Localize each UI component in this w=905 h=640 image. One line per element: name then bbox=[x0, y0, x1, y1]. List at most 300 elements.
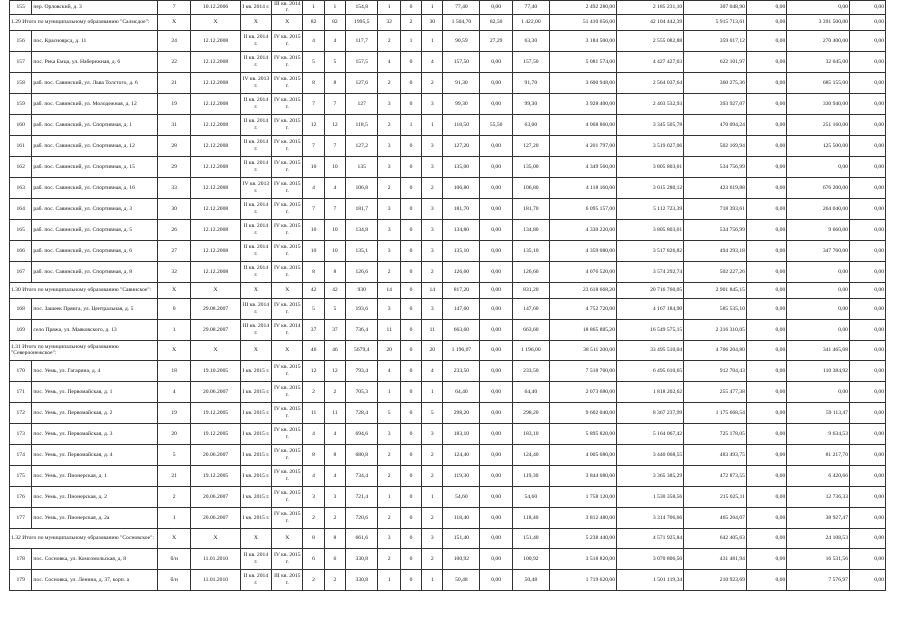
cell-cost: 3 518 820,00 bbox=[549, 548, 616, 569]
cell-c21: 0,00 bbox=[849, 177, 885, 198]
cell-c21: 0,00 bbox=[849, 240, 885, 261]
cell-address: пос. Сосновка, ул. Комсомольская, д. 8 bbox=[32, 548, 157, 569]
cell-c8: 42 bbox=[324, 282, 345, 298]
cell-area: 661,6 bbox=[346, 528, 378, 548]
cell-cost: 3 844 680,00 bbox=[549, 465, 616, 486]
cell-c17: 3 519 027,06 bbox=[617, 135, 684, 156]
cell-c18: 431 481,94 bbox=[684, 548, 747, 569]
cell-c11: 0 bbox=[400, 360, 421, 381]
cell-area: 127,6 bbox=[346, 72, 378, 93]
cell-c20: 685 155,00 bbox=[787, 72, 850, 93]
cell-area: 330,8 bbox=[346, 548, 378, 569]
cell-num: 172 bbox=[10, 402, 32, 423]
cell-start: II кв. 2014 г. bbox=[240, 135, 271, 156]
cell-start: II кв. 2014 г. bbox=[240, 261, 271, 282]
cell-num: 171 bbox=[10, 381, 32, 402]
cell-start: II кв. 2014 г. bbox=[240, 51, 271, 72]
cell-c19: 0,00 bbox=[746, 528, 786, 548]
cell-c12: 3 bbox=[422, 135, 443, 156]
cell-c7: 46 bbox=[303, 340, 324, 360]
cell-c18: 423 619,88 bbox=[684, 177, 747, 198]
cell-c8: 8 bbox=[324, 444, 345, 465]
subtotal-label: 1.29 Итого по муниципальному образованию "Салмсдое": bbox=[10, 14, 158, 30]
cell-c21: 0,00 bbox=[849, 340, 885, 360]
cell-c7: 8 bbox=[303, 528, 324, 548]
cell-date: 12.12.2008 bbox=[191, 219, 240, 240]
cell-c21: 0,00 bbox=[849, 135, 885, 156]
cell-c19: 0,00 bbox=[746, 465, 786, 486]
cell-year: б/н bbox=[157, 569, 191, 590]
cell-c11: 0 bbox=[400, 444, 421, 465]
cell-area: 705,3 bbox=[346, 381, 378, 402]
cell-date: X bbox=[191, 282, 240, 298]
cell-c8: 11 bbox=[324, 402, 345, 423]
cell-c21: 0,00 bbox=[849, 72, 885, 93]
cell-c10: 5 bbox=[378, 402, 400, 423]
cell-c12: 14 bbox=[422, 282, 443, 298]
cell-c8: 3 bbox=[324, 486, 345, 507]
cell-c13: 64,40 bbox=[443, 381, 480, 402]
table-row bbox=[10, 72, 886, 93]
cell-c10: 2 bbox=[378, 261, 400, 282]
cell-c18: 622 101,97 bbox=[684, 51, 747, 72]
cell-c7: 2 bbox=[303, 569, 324, 590]
cell-c12: 3 bbox=[422, 219, 443, 240]
cell-cost: 9 602 040,00 bbox=[549, 402, 616, 423]
cell-c21: 0,00 bbox=[849, 569, 885, 590]
cell-c8: 12 bbox=[324, 114, 345, 135]
cell-c7: 82 bbox=[303, 14, 324, 30]
cell-end: III кв. 2014 г. bbox=[272, 1, 303, 15]
cell-address: пос. Уемь, ул. Пионерская, д. 2а bbox=[32, 507, 157, 528]
cell-num: 170 bbox=[10, 360, 32, 381]
cell-year: 22 bbox=[157, 51, 191, 72]
cell-c14: 0,00 bbox=[480, 198, 512, 219]
table-row bbox=[10, 261, 886, 282]
cell-c20: 24 108,53 bbox=[787, 528, 850, 548]
subtotal-label: 1.30 Итого по муниципальному образованию "Савинское": bbox=[10, 282, 158, 298]
subtotal-row bbox=[10, 340, 886, 360]
cell-year: 30 bbox=[157, 198, 191, 219]
cell-area: 117,7 bbox=[346, 30, 378, 51]
cell-c8: 12 bbox=[324, 360, 345, 381]
cell-c15: 831,20 bbox=[512, 282, 549, 298]
cell-c17: 1 530 358,56 bbox=[617, 486, 684, 507]
cell-c18: 5 915 713,61 bbox=[684, 14, 747, 30]
cell-end: IV кв. 2015 г. bbox=[272, 93, 303, 114]
cell-c14: 0,00 bbox=[480, 319, 512, 340]
cell-c17: 4 571 925,84 bbox=[617, 528, 684, 548]
cell-c21: 0,00 bbox=[849, 1, 885, 15]
cell-c10: 2 bbox=[378, 444, 400, 465]
cell-c12: 30 bbox=[422, 14, 443, 30]
cell-c11: 0 bbox=[400, 528, 421, 548]
cell-c19: 0,00 bbox=[746, 198, 786, 219]
cell-c21: 0,00 bbox=[849, 360, 885, 381]
cell-c19: 0,00 bbox=[746, 486, 786, 507]
cell-c10: 14 bbox=[378, 282, 400, 298]
cell-c21: 0,00 bbox=[849, 486, 885, 507]
cell-date: 11.01.2010 bbox=[191, 548, 240, 569]
cell-c15: 118,40 bbox=[512, 507, 549, 528]
cell-c21: 0,00 bbox=[849, 156, 885, 177]
cell-c21: 0,00 bbox=[849, 423, 885, 444]
cell-c10: 3 bbox=[378, 240, 400, 261]
cell-c8: 10 bbox=[324, 156, 345, 177]
cell-c14: 0,00 bbox=[480, 282, 512, 298]
cell-c11: 0 bbox=[400, 177, 421, 198]
cell-c18: 255 477,38 bbox=[684, 381, 747, 402]
cell-c12: 1 bbox=[422, 486, 443, 507]
cell-c20: 0,00 bbox=[787, 319, 850, 340]
cell-c15: 77,40 bbox=[512, 1, 549, 15]
cell-area: 1995,5 bbox=[346, 14, 378, 30]
cell-c12: 3 bbox=[422, 423, 443, 444]
cell-date: 12.12.2008 bbox=[191, 240, 240, 261]
cell-c8: 2 bbox=[324, 507, 345, 528]
cell-c11: 2 bbox=[400, 14, 421, 30]
cell-c14: 0,00 bbox=[480, 156, 512, 177]
cell-end: IV кв. 2015 г. bbox=[272, 219, 303, 240]
cell-date: 29.08.2007 bbox=[191, 298, 240, 319]
cell-c15: 126,60 bbox=[512, 261, 549, 282]
cell-c21: 0,00 bbox=[849, 298, 885, 319]
cell-c13: 126,60 bbox=[443, 261, 480, 282]
cell-year: 20 bbox=[157, 423, 191, 444]
cell-c21: 0,00 bbox=[849, 14, 885, 30]
cell-area: 154,8 bbox=[346, 1, 378, 15]
cell-c14: 0,00 bbox=[480, 548, 512, 569]
cell-c17: 4 167 184,90 bbox=[617, 298, 684, 319]
cell-start: III кв. 2014 г. bbox=[240, 319, 271, 340]
cell-date: 12.12.2008 bbox=[191, 30, 240, 51]
cell-c13: 77,40 bbox=[443, 1, 480, 15]
cell-c12: 4 bbox=[422, 51, 443, 72]
cell-c8: 4 bbox=[324, 177, 345, 198]
cell-year: 1 bbox=[157, 319, 191, 340]
cell-c14: 0,00 bbox=[480, 569, 512, 590]
cell-area: 330,8 bbox=[346, 569, 378, 590]
cell-c17: 3 070 806,50 bbox=[617, 548, 684, 569]
cell-c20: 676 200,00 bbox=[787, 177, 850, 198]
cell-area: 106,8 bbox=[346, 177, 378, 198]
cell-c18: 1 175 668,54 bbox=[684, 402, 747, 423]
cell-date: X bbox=[191, 528, 240, 548]
cell-c8: 4 bbox=[324, 423, 345, 444]
cell-area: 157,5 bbox=[346, 51, 378, 72]
cell-end: IV кв. 2015 г. bbox=[272, 444, 303, 465]
cell-start: I кв. 2015 г. bbox=[240, 465, 271, 486]
cell-num: 163 bbox=[10, 177, 32, 198]
cell-year: 19 bbox=[157, 402, 191, 423]
cell-year: 2 bbox=[157, 486, 191, 507]
cell-year: X bbox=[157, 282, 191, 298]
cell-c12: 4 bbox=[422, 360, 443, 381]
cell-date: 12.12.2008 bbox=[191, 72, 240, 93]
cell-c19: 0,00 bbox=[746, 240, 786, 261]
cell-c13: 124,40 bbox=[443, 444, 480, 465]
cell-c14: 0,00 bbox=[480, 528, 512, 548]
cell-year: 31 bbox=[157, 114, 191, 135]
cell-c15: 135,00 bbox=[512, 156, 549, 177]
cell-c7: 5 bbox=[303, 51, 324, 72]
cell-date: 20.06.2007 bbox=[191, 486, 240, 507]
cell-start: II кв. 2014 г. bbox=[240, 219, 271, 240]
cell-c13: 157,50 bbox=[443, 51, 480, 72]
cell-c7: 10 bbox=[303, 240, 324, 261]
cell-end: IV кв. 2015 г. bbox=[272, 465, 303, 486]
cell-c12: 20 bbox=[422, 340, 443, 360]
cell-c17: 4 427 427,03 bbox=[617, 51, 684, 72]
cell-num: 167 bbox=[10, 261, 32, 282]
cell-c14: 55,50 bbox=[480, 114, 512, 135]
cell-c20: 341 465,08 bbox=[787, 340, 850, 360]
cell-c19: 0,00 bbox=[746, 135, 786, 156]
cell-cost: 3 928 400,00 bbox=[549, 93, 616, 114]
cell-area: 734,4 bbox=[346, 465, 378, 486]
cell-year: X bbox=[157, 528, 191, 548]
cell-c20: 264 040,00 bbox=[787, 198, 850, 219]
cell-c19: 0,00 bbox=[746, 30, 786, 51]
cell-end: IV кв. 2015 г. bbox=[272, 423, 303, 444]
cell-c17: 6 495 610,65 bbox=[617, 360, 684, 381]
table-row bbox=[10, 219, 886, 240]
cell-num: 162 bbox=[10, 156, 32, 177]
cell-c19: 0,00 bbox=[746, 219, 786, 240]
cell-c13: 1 196,07 bbox=[443, 340, 480, 360]
cell-end: X bbox=[272, 282, 303, 298]
cell-c21: 0,00 bbox=[849, 282, 885, 298]
cell-c10: 3 bbox=[378, 219, 400, 240]
cell-c20: 9 634,53 bbox=[787, 423, 850, 444]
cell-c21: 0,00 bbox=[849, 507, 885, 528]
cell-date: 12.12.2008 bbox=[191, 198, 240, 219]
cell-c12: 1 bbox=[422, 381, 443, 402]
cell-c10: 11 bbox=[378, 319, 400, 340]
cell-area: 930 bbox=[346, 282, 378, 298]
cell-area: 135 bbox=[346, 156, 378, 177]
cell-c19: 0,00 bbox=[746, 423, 786, 444]
cell-c11: 0 bbox=[400, 319, 421, 340]
cell-date: 10.12.2006 bbox=[191, 1, 240, 15]
cell-date: 19.10.2005 bbox=[191, 360, 240, 381]
cell-num: 169 bbox=[10, 319, 32, 340]
cell-c11: 0 bbox=[400, 240, 421, 261]
cell-c7: 10 bbox=[303, 219, 324, 240]
cell-c8: 6 bbox=[324, 548, 345, 569]
cell-year: 21 bbox=[157, 72, 191, 93]
cell-c15: 63,30 bbox=[512, 30, 549, 51]
cell-c19: 0,00 bbox=[746, 177, 786, 198]
cell-end: IV кв. 2015 г. bbox=[272, 507, 303, 528]
cell-year: X bbox=[157, 14, 191, 30]
cell-c17: 5 164 067,42 bbox=[617, 423, 684, 444]
cell-c10: 2 bbox=[378, 177, 400, 198]
cell-c8: 8 bbox=[324, 528, 345, 548]
cell-date: 12.12.2008 bbox=[191, 51, 240, 72]
cell-c12: 1 bbox=[422, 30, 443, 51]
cell-c21: 0,00 bbox=[849, 381, 885, 402]
cell-c11: 0 bbox=[400, 507, 421, 528]
cell-c12: 2 bbox=[422, 444, 443, 465]
cell-address: пос. Уемь, ул. Пионерская, д. 2 bbox=[32, 486, 157, 507]
table-row bbox=[10, 156, 886, 177]
cell-c11: 0 bbox=[400, 402, 421, 423]
cell-cost: 4 359 080,00 bbox=[549, 240, 616, 261]
cell-c21: 0,00 bbox=[849, 319, 885, 340]
cell-c19: 0,00 bbox=[746, 381, 786, 402]
cell-c13: 183,10 bbox=[443, 423, 480, 444]
cell-date: 29.08.2007 bbox=[191, 319, 240, 340]
cell-address: раб. пос. Савинский, ул. Спортивная, д. 12 bbox=[32, 135, 157, 156]
cell-address: пос. Красноярсд, д. 11 bbox=[32, 30, 157, 51]
cell-num: 164 bbox=[10, 198, 32, 219]
table-row bbox=[10, 177, 886, 198]
cell-c11: 0 bbox=[400, 465, 421, 486]
cell-c18: 393 927,07 bbox=[684, 93, 747, 114]
cell-c17: 3 517 826,82 bbox=[617, 240, 684, 261]
cell-c17: 33 495 510,04 bbox=[617, 340, 684, 360]
cell-cost: 4 349 560,00 bbox=[549, 156, 616, 177]
cell-cost: 6 095 157,00 bbox=[549, 198, 616, 219]
cell-c14: 0,00 bbox=[480, 298, 512, 319]
table-row bbox=[10, 114, 886, 135]
cell-start: I кв. 2015 г. bbox=[240, 360, 271, 381]
cell-start: I кв. 2015 г. bbox=[240, 507, 271, 528]
cell-c8: 7 bbox=[324, 93, 345, 114]
cell-c12: 2 bbox=[422, 548, 443, 569]
cell-c20: 9 660,00 bbox=[787, 219, 850, 240]
cell-c14: 0,00 bbox=[480, 423, 512, 444]
cell-date: 12.12.2008 bbox=[191, 156, 240, 177]
cell-c14: 0,00 bbox=[480, 402, 512, 423]
cell-c13: 119,30 bbox=[443, 465, 480, 486]
cell-c7: 7 bbox=[303, 198, 324, 219]
cell-c14: 0,00 bbox=[480, 465, 512, 486]
cell-c7: 2 bbox=[303, 507, 324, 528]
cell-area: 127 bbox=[346, 93, 378, 114]
cell-date: 12.12.2008 bbox=[191, 114, 240, 135]
cell-c12: 3 bbox=[422, 298, 443, 319]
subtotal-label: 1.32 Итого по муниципальному образованию "Сосновское": bbox=[10, 528, 158, 548]
cell-c19: 0,00 bbox=[746, 72, 786, 93]
cell-c14: 0,00 bbox=[480, 51, 512, 72]
cell-address: раб. пос. Савинский, ул. Спортивная, д. 1 bbox=[32, 114, 157, 135]
cell-c19: 0,00 bbox=[746, 319, 786, 340]
cell-c18: 210 923,69 bbox=[684, 569, 747, 590]
cell-c21: 0,00 bbox=[849, 93, 885, 114]
cell-c7: 12 bbox=[303, 360, 324, 381]
cell-c17: 2 403 532,93 bbox=[617, 93, 684, 114]
cell-cost: 38 511 200,00 bbox=[549, 340, 616, 360]
cell-c10: 3 bbox=[378, 135, 400, 156]
cell-c12: 1 bbox=[422, 114, 443, 135]
cell-c10: 32 bbox=[378, 14, 400, 30]
cell-c13: 181,70 bbox=[443, 198, 480, 219]
cell-c14: 27,29 bbox=[480, 30, 512, 51]
cell-c11: 0 bbox=[400, 135, 421, 156]
cell-date: 19.12.2005 bbox=[191, 423, 240, 444]
cell-c13: 118,40 bbox=[443, 507, 480, 528]
cell-c13: 106,80 bbox=[443, 177, 480, 198]
cell-c8: 37 bbox=[324, 319, 345, 340]
cell-year: б/н bbox=[157, 548, 191, 569]
cell-c7: 42 bbox=[303, 282, 324, 298]
cell-end: IV кв. 2015 г. bbox=[272, 30, 303, 51]
cell-c19: 0,00 bbox=[746, 156, 786, 177]
cell-c21: 0,00 bbox=[849, 465, 885, 486]
cell-c10: 2 bbox=[378, 30, 400, 51]
cell-end: IV кв. 2015 г. bbox=[272, 240, 303, 261]
cell-date: X bbox=[191, 340, 240, 360]
cell-c18: 534 756,99 bbox=[684, 156, 747, 177]
cell-c20: 0,00 bbox=[787, 156, 850, 177]
cell-c18: 725 178,05 bbox=[684, 423, 747, 444]
cell-year: X bbox=[157, 340, 191, 360]
cell-c8: 7 bbox=[324, 135, 345, 156]
cell-date: 20.06.2007 bbox=[191, 381, 240, 402]
cell-c17: 3 345 505,78 bbox=[617, 114, 684, 135]
cell-c15: 106,80 bbox=[512, 177, 549, 198]
cell-area: 728,4 bbox=[346, 402, 378, 423]
cell-start: II кв. 2014 г. bbox=[240, 240, 271, 261]
cell-num: 165 bbox=[10, 219, 32, 240]
cell-c21: 0,00 bbox=[849, 528, 885, 548]
cell-end: IV кв. 2015 г. bbox=[272, 261, 303, 282]
cell-c20: 125 500,00 bbox=[787, 135, 850, 156]
cell-year: 21 bbox=[157, 465, 191, 486]
cell-c18: 4 706 204,80 bbox=[684, 340, 747, 360]
cell-c11: 1 bbox=[400, 30, 421, 51]
cell-c8: 10 bbox=[324, 219, 345, 240]
cell-c15: 99,30 bbox=[512, 93, 549, 114]
cell-c17: 20 716 760,05 bbox=[617, 282, 684, 298]
cell-c8: 8 bbox=[324, 72, 345, 93]
cell-year: 32 bbox=[157, 261, 191, 282]
cell-c15: 124,40 bbox=[512, 444, 549, 465]
cell-c8: 4 bbox=[324, 30, 345, 51]
cell-area: 793,4 bbox=[346, 360, 378, 381]
cell-area: 736,4 bbox=[346, 319, 378, 340]
cell-num: 159 bbox=[10, 93, 32, 114]
cell-c12: 3 bbox=[422, 156, 443, 177]
cell-c10: 2 bbox=[378, 507, 400, 528]
cell-c11: 0 bbox=[400, 156, 421, 177]
cell-c10: 2 bbox=[378, 114, 400, 135]
cell-cost: 3 184 500,00 bbox=[549, 30, 616, 51]
cell-end: IV кв. 2015 г. bbox=[272, 198, 303, 219]
cell-c17: 3 440 068,55 bbox=[617, 444, 684, 465]
table-row bbox=[10, 93, 886, 114]
cell-c11: 0 bbox=[400, 261, 421, 282]
cell-c18: 472 873,55 bbox=[684, 465, 747, 486]
cell-end: IV кв. 2015 г. bbox=[272, 135, 303, 156]
cell-cost: 2 073 680,00 bbox=[549, 381, 616, 402]
cell-c20: 0,00 bbox=[787, 261, 850, 282]
table-row bbox=[10, 444, 886, 465]
cell-c14: 0,00 bbox=[480, 219, 512, 240]
cell-end: IV кв. 2015 г. bbox=[272, 51, 303, 72]
table-row bbox=[10, 507, 886, 528]
cell-c19: 0,00 bbox=[746, 340, 786, 360]
cell-year: 28 bbox=[157, 135, 191, 156]
cell-c15: 157,50 bbox=[512, 51, 549, 72]
cell-cost: 1 719 620,00 bbox=[549, 569, 616, 590]
cell-address: пос. Уемь, ул. Гагарина, д. 4 bbox=[32, 360, 157, 381]
cell-cost: 3 600 948,00 bbox=[549, 72, 616, 93]
cell-cost: 4 118 160,00 bbox=[549, 177, 616, 198]
cell-c15: 54,60 bbox=[512, 486, 549, 507]
